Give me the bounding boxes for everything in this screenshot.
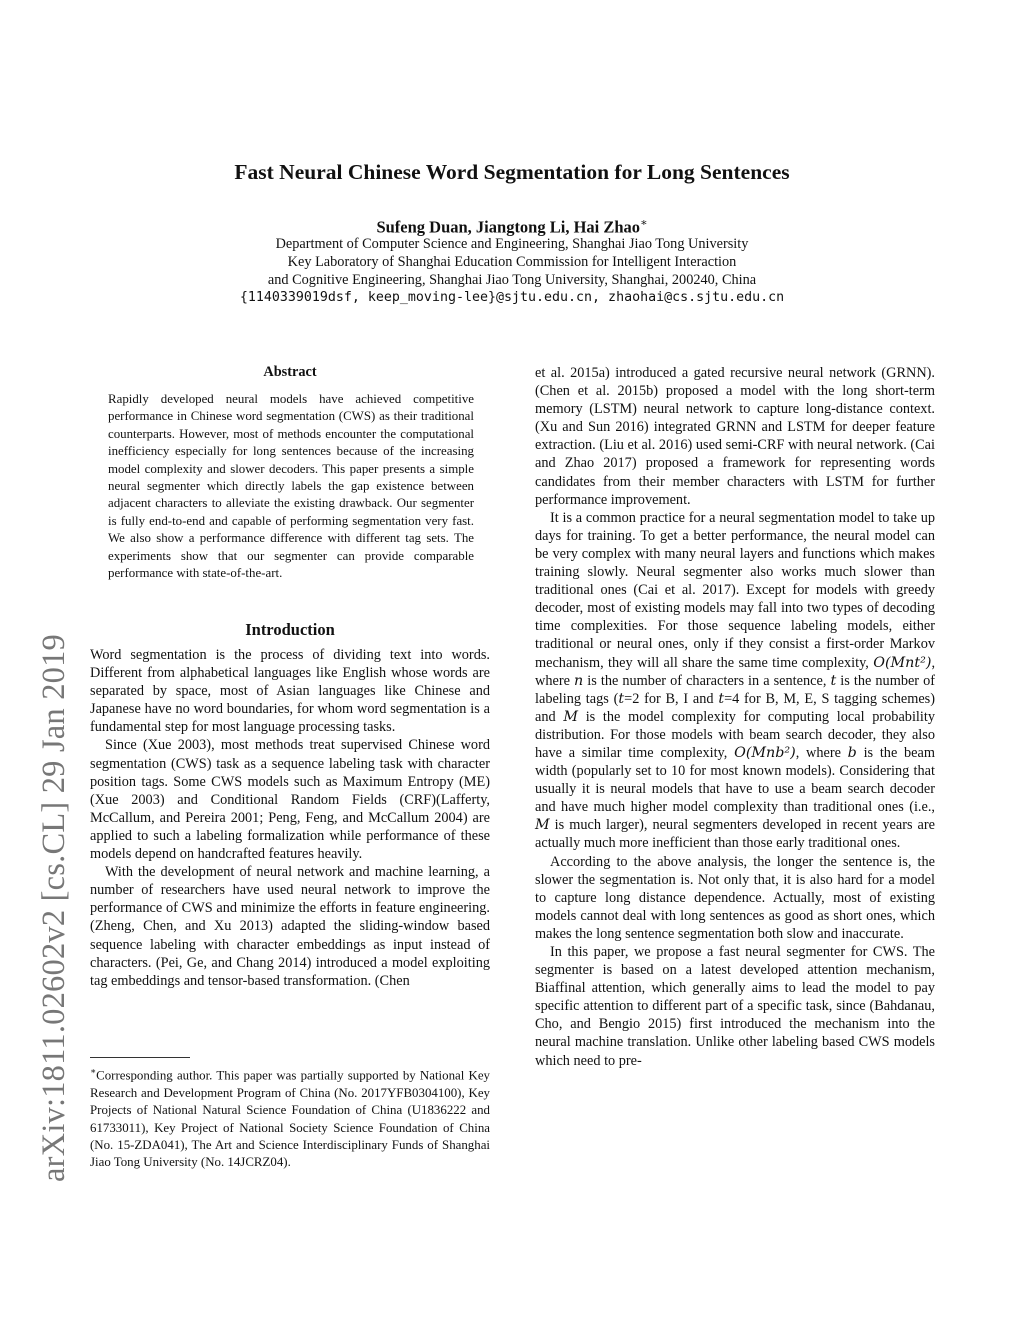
right-paragraph-2: It is a common practice for a neural segmentation model to take up days for training. To get a better performance, the neural model can be very complex with many neural layers and functions which makes training slowly. Neural segmenter also works much slower than traditional ones (Cai et al. 2017). Except for models with greedy decoder, most of existing models may fall into two types of decoding time complexities. For those sequence labeling models, either traditional or neural ones, only if they consist a first-order Markov mechanism, they will all share the same time complexity, O(Mnt²), where n is the number of characters in a sentence, t is the number of labeling tags (t=2 for B, I and t=4 for B, M, E, S tagging schemes) and M is the model complexity for computing local probability distribution. For those models with beam search decoder, they also have a similar time complexity, O(Mnb²), where b is the beam width (popularly set to 10 for most known models). Considering that usually it is neural models that have to use a beam search decoder and have much higher model complexity than traditional ones (i.e., M is much larger), neural segmenters developed in recent years are actually much more inefficient than those early traditional ones. <box>535 509 936 852</box>
introduction-body <box>90 646 490 990</box>
math-n: n <box>574 672 584 689</box>
footnote <box>90 1063 490 1172</box>
math-complexity-1: O(Mnt²) <box>873 654 932 671</box>
author-emails: {1140339019dsf, keep_moving-lee}@sjtu.edu.cn, zhaohai@cs.sjtu.edu.cn <box>239 290 785 305</box>
introduction-heading: Introduction <box>245 620 335 639</box>
intro-paragraph-3: With the development of neural network and machine learning, a number of researchers have used neural network to improve the performance of CWS and minimize the efforts in feature engineering. (Zheng, Chen, and Xu 2013) adapted the sliding-window based sequence labeling with character embeddings as input instead of characters. (Pei, Ge, and Chang 2014) introduced a model exploiting tag embeddings and tensor-based transformation. (Chen <box>90 864 490 989</box>
math-M: M <box>563 708 578 725</box>
paper-title: Fast Neural Chinese Word Segmentation for Long Sentences <box>234 160 790 184</box>
affiliation-line-1: Department of Computer Science and Engineering, Shanghai Jiao Tong University <box>275 236 749 252</box>
math-b: b <box>847 744 857 761</box>
arxiv-identifier: arXiv:1811.02602v2 [cs.CL] 29 Jan 2019 <box>36 634 72 1182</box>
footnote-rule <box>90 1057 190 1058</box>
author-list <box>0 216 1024 238</box>
intro-paragraph-2: Since (Xue 2003), most methods treat supervised Chinese word segmentation (CWS) task as a sequence labeling task with character position tags. Some CWS models such as Maximum Entropy (ME)(Xue 2003) and Conditional Random Fields (CRF)(Lafferty, McCallum, and Pereira 2001; Peng, Feng, and McCallum 2004) are applied to such a labeling formalization while performance of these models depend on handcrafted features heavily. <box>90 737 490 863</box>
footnote-text: Corresponding author. This paper was partially supported by National Key Research and Development Program of China (No. 2017YFB0304100), Key Projects of National Natural Science Foundation of China (U1836222 and 61733011), Key Project of National Society Science Foundation of China (No. 15-ZDA041), The Art and Science Interdisciplinary Funds of Shanghai Jiao Tong University (No. 14JCRZ04). <box>90 1068 490 1170</box>
math-complexity-2: O(Mnb²) <box>734 744 796 761</box>
intro-paragraph-1: Word segmentation is the process of dividing text into words. Different from alphabetical languages like English whose words are separated by space, most of Asian languages like Chinese and Japanese have no word boundaries, for whom word segmentation is a fundamental step for most language processing tasks. <box>90 647 490 736</box>
right-paragraph-3: According to the above analysis, the longer the sentence is, the slower the segmentation is. Not only that, it is also hard for a model to capture long distance dependence. Actually, most of existing models cannot deal with long sentences as good as short ones, which makes the long sentence segmentation both slow and inaccurate. <box>535 853 935 942</box>
affiliation-line-2: Key Laboratory of Shanghai Education Commission for Intelligent Interaction <box>287 254 737 270</box>
footnote-mark: ∗ <box>90 1066 97 1076</box>
right-column <box>535 364 935 1070</box>
math-t: t <box>830 672 837 689</box>
abstract-heading: Abstract <box>263 364 317 380</box>
author-names: Sufeng Duan, Jiangtong Li, Hai Zhao <box>376 217 641 237</box>
right-paragraph-4: In this paper, we propose a fast neural segmenter for CWS. The segmenter is based on a latest developed attention mechanism, Biaffinal attention, which generally aims to lead the model to pay specific attention to different part of a specific task, since (Bahdanau, Cho, and Bengio 2015) first introduced the mechanism into the neural machine translation. Unlike other labeling based CWS models which need to pre- <box>535 944 935 1069</box>
author-footnote-mark: ∗ <box>640 217 648 229</box>
right-paragraph-1: et al. 2015a) introduced a gated recursive neural network (GRNN). (Chen et al. 2015b) proposed a model with the long short-term memory (LSTM) neural network to capture long-distance context. (Xu and Sun 2016) integrated GRNN and LSTM for deeper feature extraction. (Liu et al. 2016) used semi-CRF with neural network. (Cai and Zhao 2017) proposed a framework for representing words candidates from their member characters with LSTM for further performance improvement. <box>535 365 935 508</box>
affiliation-line-3: and Cognitive Engineering, Shanghai Jiao Tong University, Shanghai, 200240, China <box>267 272 757 288</box>
abstract-text: Rapidly developed neural models have achieved competitive performance in Chinese word segmentation (CWS) as their traditional counterparts. However, most of methods encounter the computational inefficiency especially for long sentences because of the increasing model complexity and slower decoders. This paper presents a simple neural segmenter which directly labels the gap existence between adjacent characters to alleviate the existing drawback. Our segmenter is fully end-to-end and capable of performing segmentation very fast. We also show a performance difference with different tag sets. The experiments show that our segmenter can provide comparable performance with state-of-the-art. <box>108 392 474 581</box>
